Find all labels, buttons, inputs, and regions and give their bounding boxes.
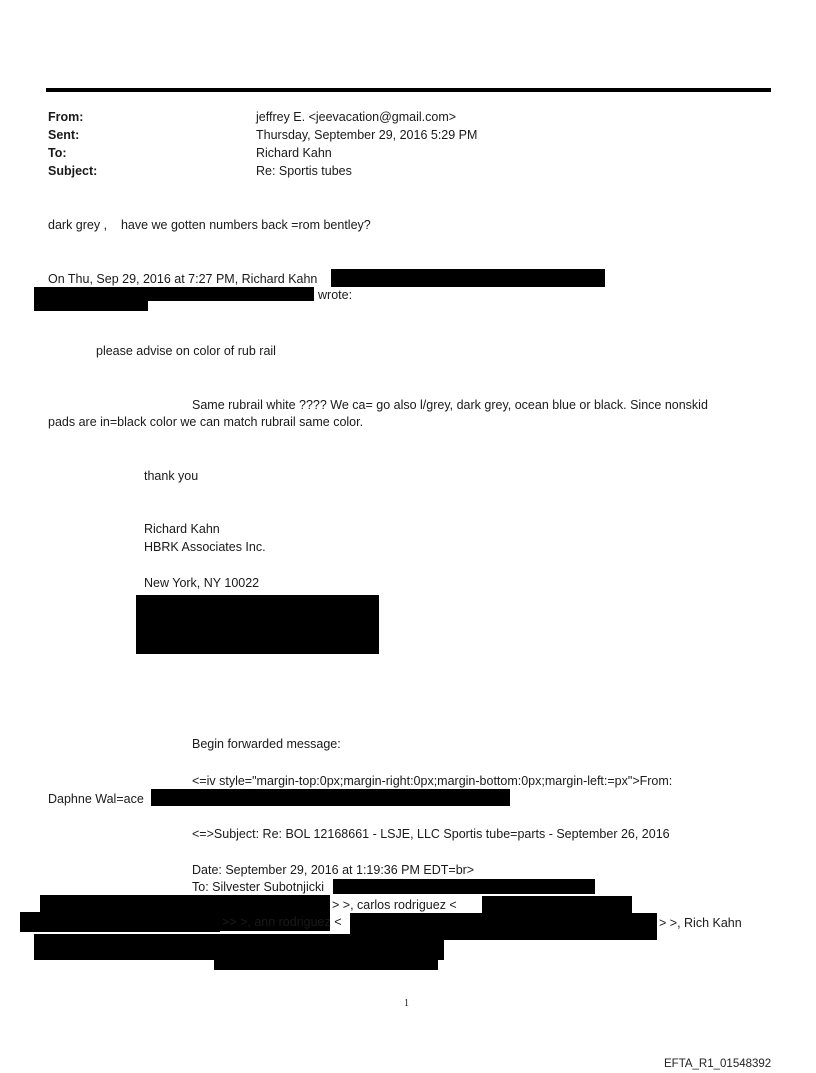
to-label: To:	[48, 146, 67, 160]
rubrail-line-2: pads are in=black color we can match rubrail same color.	[48, 415, 364, 429]
redaction-block	[136, 595, 379, 654]
signature-city: New York, NY 10022	[144, 576, 260, 590]
advise-text: please advise on color of rub rail	[96, 344, 276, 358]
forwarded-cc-ann: >> >, ann rodriguez <	[222, 915, 342, 929]
forwarded-cc-rich: > >, Rich Kahn	[659, 916, 742, 930]
forwarded-subject: <=>Subject: Re: BOL 12168661 - LSJE, LLC Sportis tube=parts - September 26, 2016	[192, 827, 670, 841]
redaction-block	[20, 912, 220, 932]
page-number: 1	[404, 998, 409, 1009]
forwarded-to: To: Silvester Subotnjicki	[192, 880, 325, 894]
forwarded-begin: Begin forwarded message:	[192, 737, 341, 751]
redaction-block	[333, 879, 595, 894]
quote-wrote: wrote:	[318, 288, 353, 302]
signature-name: Richard Kahn	[144, 522, 220, 536]
thanks-text: thank you	[144, 469, 199, 483]
document-id: EFTA_R1_01548392	[664, 1058, 772, 1070]
reply-text: dark grey , have we gotten numbers back =rom bentley?	[48, 218, 371, 232]
subject-value: Re: Sportis tubes	[256, 164, 352, 178]
forwarded-from: Daphne Wal=ace	[48, 792, 144, 806]
redaction-block	[482, 896, 632, 914]
subject-label: Subject:	[48, 164, 98, 178]
redaction-block	[151, 789, 510, 806]
redaction-block	[214, 955, 438, 970]
redaction-block	[331, 269, 605, 287]
sent-value: Thursday, September 29, 2016 5:29 PM	[256, 128, 478, 142]
forwarded-div-line: <=iv style="margin-top:0px;margin-right:0px;margin-bottom:0px;margin-left:=px">From:	[192, 774, 673, 788]
rubrail-line-1: Same rubrail white ???? We ca= go also l/grey, dark grey, ocean blue or black. Since nonskid	[192, 398, 708, 412]
redaction-block	[34, 287, 148, 311]
to-value: Richard Kahn	[256, 146, 332, 160]
from-label: From:	[48, 110, 84, 124]
forwarded-cc-carlos: > >, carlos rodriguez <	[332, 898, 457, 912]
sent-label: Sent:	[48, 128, 80, 142]
forwarded-date: Date: September 29, 2016 at 1:19:36 PM EDT=br>	[192, 863, 475, 877]
quote-intro: On Thu, Sep 29, 2016 at 7:27 PM, Richard Kahn	[48, 272, 318, 286]
header-divider	[46, 88, 771, 92]
from-value: jeffrey E. <jeevacation@gmail.com>	[256, 110, 457, 124]
signature-company: HBRK Associates Inc.	[144, 540, 266, 554]
